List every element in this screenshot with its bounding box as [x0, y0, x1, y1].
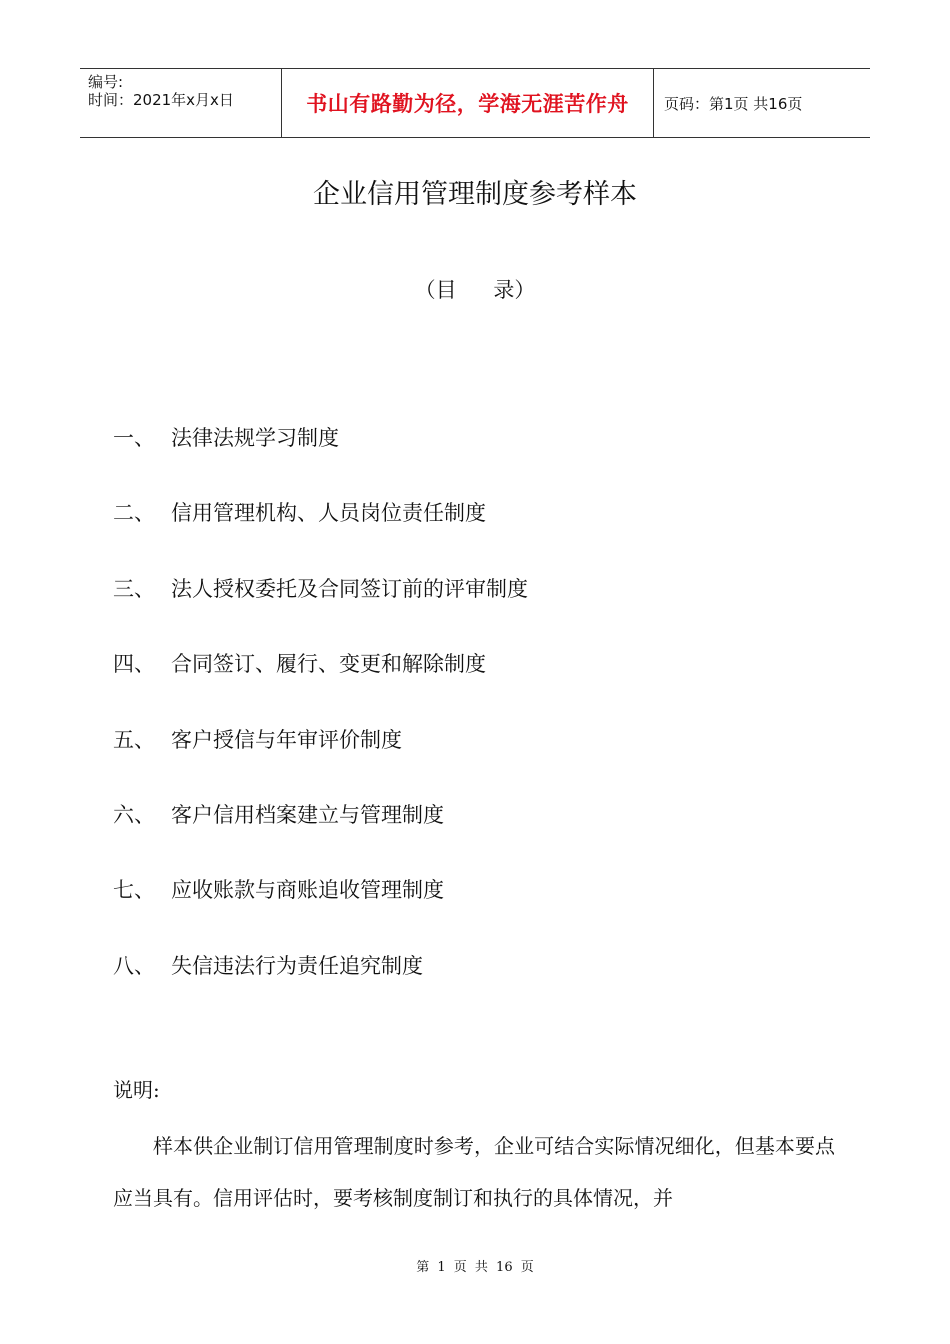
toc-number: 七、 — [113, 878, 155, 903]
toc-number: 一、 — [113, 426, 155, 450]
toc-number: 八、 — [113, 953, 155, 978]
note-body: 样本供企业制订信用管理制度时参考，企业可结合实际情况细化，但基本要点应当具有。信用评估时，要考核制度制订和执行的具体情况，并 — [113, 1134, 835, 1210]
toc-number: 二、 — [113, 501, 155, 526]
toc-text: 信用管理机构、人员岗位责任制度 — [171, 501, 486, 526]
toc-item — [113, 874, 528, 949]
toc-text: 法律法规学习制度 — [171, 426, 339, 450]
document-title: 企业信用管理制度参考样本 — [313, 179, 637, 210]
toc-item — [113, 573, 528, 648]
page-footer: 第 1 页 共 16 页 — [416, 1260, 534, 1275]
toc-number: 四、 — [113, 652, 155, 677]
toc-text: 应收账款与商账追收管理制度 — [171, 878, 444, 903]
header-page-info: 页码：第1页 共16页 — [664, 94, 803, 113]
toc-item — [113, 648, 528, 723]
toc-number: 六、 — [113, 802, 155, 827]
page-header — [80, 68, 870, 138]
toc-number: 三、 — [113, 576, 155, 601]
toc-text: 失信违法行为责任追究制度 — [171, 953, 423, 978]
toc-number: 五、 — [113, 727, 155, 752]
toc-text: 法人授权委托及合同签订前的评审制度 — [171, 576, 528, 601]
toc-item — [113, 950, 528, 1025]
header-meta — [80, 69, 282, 137]
toc-item — [113, 724, 528, 799]
toc-heading: （目 录） — [414, 278, 536, 302]
note-label: 说明: — [113, 1078, 160, 1102]
toc-text: 客户授信与年审评价制度 — [171, 727, 402, 752]
time-label: 时间：2021年x月x日 — [88, 91, 234, 109]
toc-item — [113, 497, 528, 572]
table-of-contents — [113, 422, 528, 1025]
toc-item — [113, 799, 528, 874]
toc-text: 客户信用档案建立与管理制度 — [171, 802, 444, 827]
serial-label: 编号: — [88, 73, 124, 91]
header-motto: 书山有路勤为径，学海无涯苦作舟 — [282, 69, 654, 137]
toc-item — [113, 422, 528, 497]
toc-text: 合同签订、履行、变更和解除制度 — [171, 652, 486, 677]
